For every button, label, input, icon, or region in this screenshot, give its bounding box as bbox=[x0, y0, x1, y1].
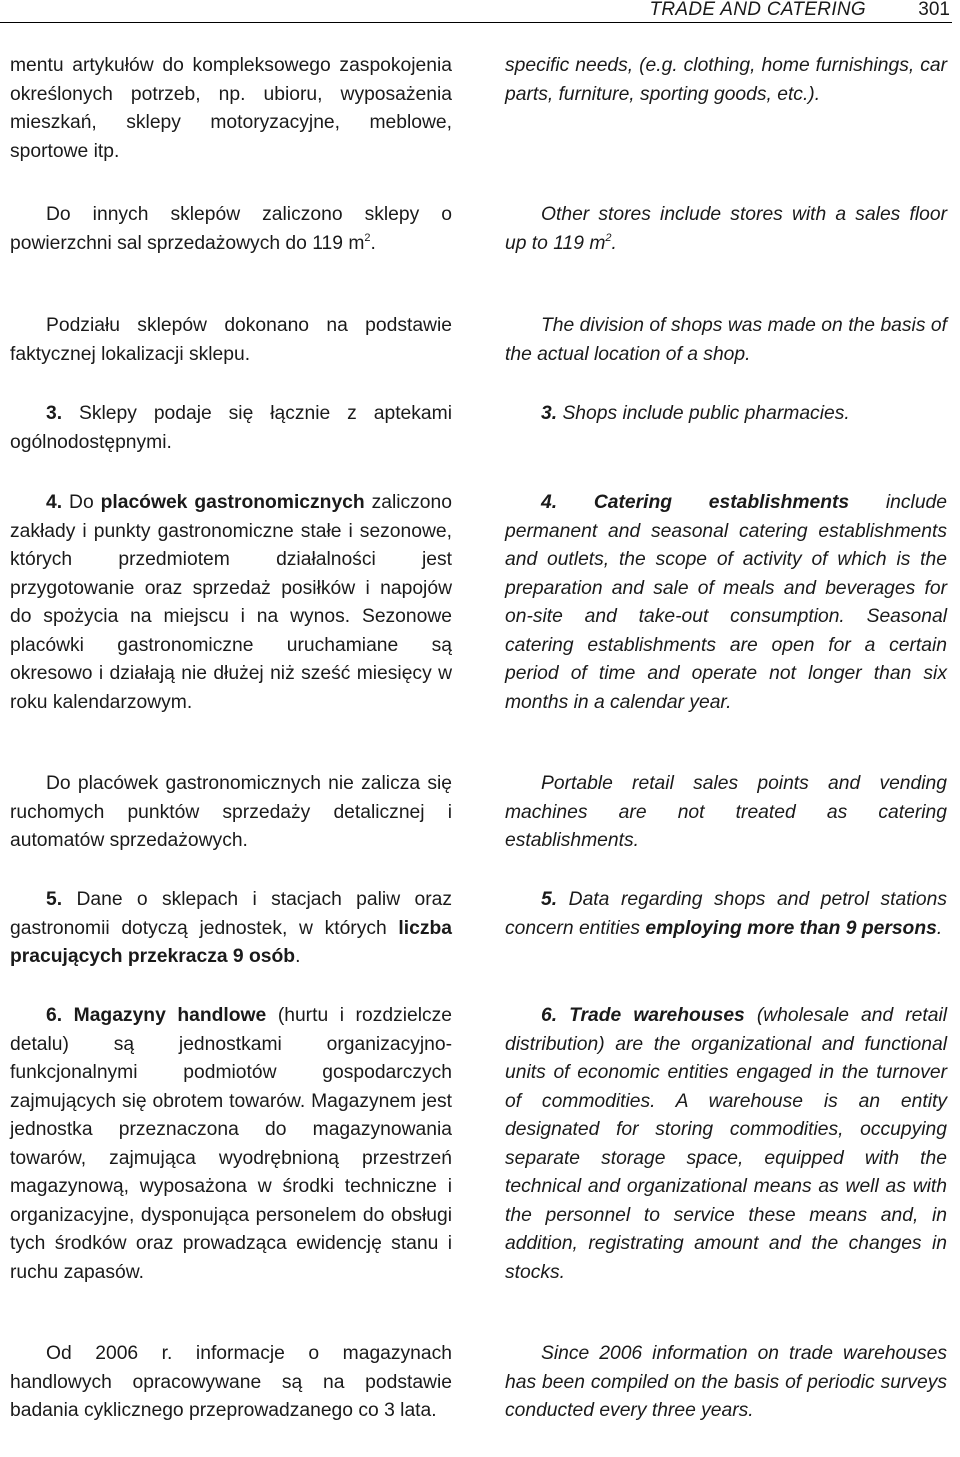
right-p8-text: (wholesale and retail distribution) are the organizational and functional units of economic entities engaged in the turnover of commodities. A warehouse is an entity designated for storing commodities, occupying separate storage space, equipped with the technical and organizational means as well as with the personnel to service these means and, in addition, registrating amount and the changes in stocks. bbox=[505, 1005, 948, 1283]
right-paragraph-4 bbox=[505, 400, 947, 429]
left-p5-bold: placówek gastronomicznych bbox=[100, 492, 365, 513]
right-p5-bold: Catering establishments bbox=[557, 492, 850, 513]
left-p7-text: Dane o sklepach i stacjach paliw oraz gastronomii dotyczą jednostek, w których bbox=[10, 889, 452, 939]
left-p2-end: . bbox=[370, 232, 376, 254]
left-p4-text: Sklepy podaje się łącznie z aptekami ogólnodostępnymi. bbox=[10, 403, 452, 453]
left-p4-number: 3. bbox=[46, 403, 63, 424]
left-paragraph-6: Do placówek gastronomicznych nie zalicza się ruchomych punktów sprzedaży detalicznej i automatów sprzedażowych. bbox=[10, 773, 452, 851]
header-title: TRADE AND CATERING bbox=[649, 0, 866, 20]
left-paragraph-2 bbox=[10, 201, 452, 258]
right-p7-number: 5. bbox=[541, 889, 558, 910]
left-p5-number: 4. bbox=[46, 492, 63, 513]
right-p2-sup: 2 bbox=[605, 231, 612, 244]
left-paragraph-7 bbox=[10, 886, 452, 972]
right-p7-end: . bbox=[936, 917, 943, 939]
left-paragraph-5 bbox=[10, 489, 452, 717]
left-p7-number: 5. bbox=[46, 889, 63, 910]
left-paragraph-8 bbox=[10, 1002, 452, 1287]
right-p7-text: Data regarding shops and petrol stations concern entities bbox=[505, 889, 947, 939]
right-paragraph-3: The division of shops was made on the basis of the actual location of a shop. bbox=[505, 315, 947, 365]
left-p8-number: 6. bbox=[46, 1005, 63, 1026]
left-p5-pre: Do bbox=[62, 492, 101, 513]
right-p2-end: . bbox=[611, 232, 617, 254]
left-p2-sup: 2 bbox=[364, 231, 371, 244]
page-number: 301 bbox=[918, 0, 950, 20]
right-p5-number: 4. bbox=[541, 492, 558, 513]
running-header bbox=[0, 0, 952, 23]
right-p2-text: Other stores include stores with a sales floor up to 119 m bbox=[505, 204, 947, 254]
left-p8-bold: Magazyny handlowe bbox=[62, 1005, 267, 1026]
left-p8-text: (hurtu i rozdzielcze detalu) są jednostkami organizacyjno-funkcjonalnymi podmiotów gospodarczych zajmujących się obrotem towarów. Magazynem jest jednostka przeznaczona do magazynowania towarów, zajmująca wyodrębnioną przestrzeń magazynową, wyposażona w środki techniczne i organizacyjne, dysponująca personelem do obsługi tych środków oraz prowadząca ewidencję stanu i ruchu zapasów. bbox=[10, 1005, 453, 1283]
right-p8-bold: Trade warehouses bbox=[557, 1005, 745, 1026]
right-p5-text: include permanent and seasonal catering establishments and outlets, the scope of activity of which is the preparation and sale of meals and beverages for on-site and take-out consumption. Seasonal catering establishments are open for a certain period of time and operate not longer than six months in a calendar year. bbox=[505, 492, 947, 713]
left-paragraph-9: Od 2006 r. informacje o magazynach handlowych opracowywane są na podstawie badania cyklicznego przeprowadzanego co 3 lata. bbox=[10, 1343, 452, 1421]
left-p7-end: . bbox=[295, 946, 301, 967]
right-paragraph-8 bbox=[505, 1002, 947, 1287]
right-paragraph-5 bbox=[505, 489, 947, 717]
right-p8-number: 6. bbox=[541, 1005, 558, 1026]
right-paragraph-9: Since 2006 information on trade warehouses has been compiled on the basis of periodic surveys conducted every three years. bbox=[505, 1343, 947, 1421]
right-paragraph-6: Portable retail sales points and vending machines are not treated as catering establishments. bbox=[505, 773, 947, 851]
right-p4-text: Shops include public pharmacies. bbox=[557, 403, 850, 424]
left-paragraph-4 bbox=[10, 400, 452, 457]
left-p2-text: Do innych sklepów zaliczono sklepy o powierzchni sal sprzedażowych do 119 m bbox=[10, 204, 452, 254]
left-p5-text: zaliczono zakłady i punkty gastronomiczne stałe i sezonowe, których przedmiotem działalności jest przygotowanie oraz sprzedaż posiłków i napojów do spożycia na miejscu i na wynos. Sezonowe placówki gastronomiczne uruchamiane są okresowo i działają nie dłużej niż sześć miesięcy w roku kalendarzowym. bbox=[10, 492, 452, 713]
left-paragraph-3: Podziału sklepów dokonano na podstawie faktycznej lokalizacji sklepu. bbox=[10, 315, 452, 365]
right-paragraph-7 bbox=[505, 886, 947, 943]
left-p7-bold: liczba pracujących przekracza 9 osób bbox=[10, 917, 452, 967]
right-paragraph-2 bbox=[505, 201, 947, 258]
left-paragraph-1: mentu artykułów do kompleksowego zaspokojenia określonych potrzeb, np. ubioru, wyposażenia mieszkań, sklepy motoryzacyjne, meblowe, sportowe itp. bbox=[10, 55, 452, 162]
right-p4-number: 3. bbox=[541, 403, 558, 424]
right-paragraph-1: specific needs, (e.g. clothing, home furnishings, car parts, furniture, sporting goods, etc.). bbox=[505, 55, 947, 105]
right-p7-bold: employing more than 9 persons bbox=[645, 917, 937, 939]
